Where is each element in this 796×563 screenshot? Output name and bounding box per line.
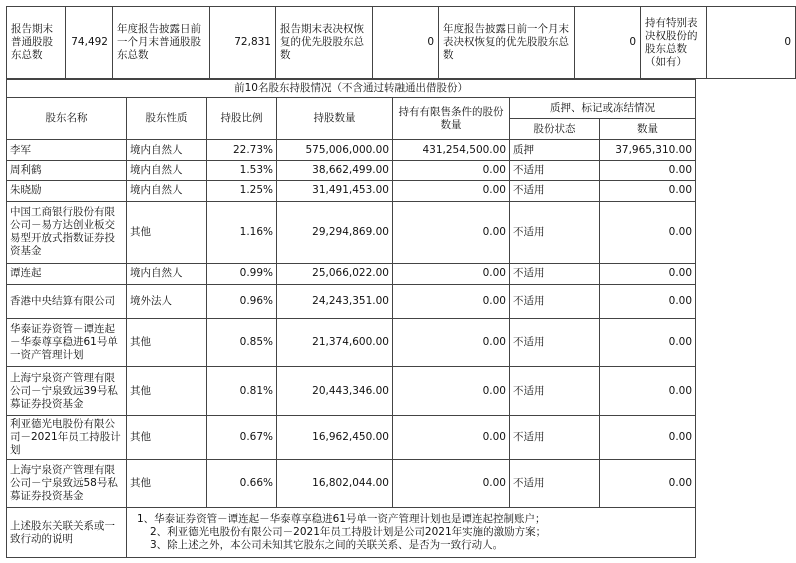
shareholder-nature: 其他 [127,318,207,366]
holding-ratio: 1.25% [207,181,277,201]
share-status: 不适用 [510,415,600,459]
shareholder-name: 利亚德光电股份有限公司－2021年员工持股计划 [7,415,127,459]
common-holders-prior-month-value: 72,831 [210,7,276,79]
shareholder-nature: 其他 [127,201,207,263]
restricted-quantity: 0.00 [393,264,510,284]
section-title: 前10名股东持股情况（不含通过转融通出借股份） [7,80,696,98]
header-restricted: 持有有限售条件的股份数量 [393,98,510,140]
holding-ratio: 0.99% [207,264,277,284]
table-row [7,284,696,318]
shareholder-name: 谭连起 [7,264,127,284]
holding-ratio: 0.66% [207,459,277,507]
preferred-holders-label: 报告期末表决权恢复的优先股股东总数 [276,7,373,79]
table-row [7,201,696,263]
shareholder-name: 上海宁泉资产管理有限公司－宁泉致远39号私募证券投资基金 [7,367,127,415]
related-party-note-2: 2、利亚德光电股份有限公司－2021年员工持股计划是公司2021年实施的激励方案； [150,526,547,539]
holding-quantity: 575,006,000.00 [277,140,393,160]
shareholder-nature: 其他 [127,415,207,459]
pledge-count: 0.00 [600,181,696,201]
shareholder-name: 朱晓励 [7,181,127,201]
table-row [7,264,696,284]
restricted-quantity: 0.00 [393,160,510,180]
holding-ratio: 22.73% [207,140,277,160]
top10-shareholders-table [6,79,696,558]
header-ratio: 持股比例 [207,98,277,140]
special-voting-holders-label: 持有特别表决权股份的股东总数（如有） [641,7,707,79]
restricted-quantity: 0.00 [393,181,510,201]
table-row [7,459,696,507]
shareholder-name: 中国工商银行股份有限公司－易方达创业板交易型开放式指数证券投资基金 [7,201,127,263]
share-status: 不适用 [510,181,600,201]
restricted-quantity: 431,254,500.00 [393,140,510,160]
pledge-count: 37,965,310.00 [600,140,696,160]
table-row [7,415,696,459]
table-row [7,140,696,160]
related-party-label: 上述股东关联关系或一致行动的说明 [7,508,127,558]
pledge-count: 0.00 [600,264,696,284]
shareholder-nature: 境内自然人 [127,181,207,201]
holding-quantity: 25,066,022.00 [277,264,393,284]
common-holders-prior-month-label: 年度报告披露日前一个月末普通股股东总数 [113,7,210,79]
shareholder-nature: 境内自然人 [127,160,207,180]
shareholder-nature: 境内自然人 [127,264,207,284]
shareholder-nature: 其他 [127,367,207,415]
table-row [7,318,696,366]
share-status: 不适用 [510,160,600,180]
table-row [7,181,696,201]
shareholder-nature: 其他 [127,459,207,507]
restricted-quantity: 0.00 [393,415,510,459]
share-status: 不适用 [510,459,600,507]
shareholder-nature: 境内自然人 [127,140,207,160]
common-holders-label: 报告期末普通股股东总数 [7,7,66,79]
share-status: 不适用 [510,264,600,284]
pledge-count: 0.00 [600,284,696,318]
pledge-count: 0.00 [600,318,696,366]
holding-quantity: 21,374,600.00 [277,318,393,366]
holding-ratio: 0.81% [207,367,277,415]
holding-ratio: 0.67% [207,415,277,459]
shareholder-name: 周利鹤 [7,160,127,180]
pledge-count: 0.00 [600,459,696,507]
holding-ratio: 1.53% [207,160,277,180]
header-quantity: 持股数量 [277,98,393,140]
footer-row [7,508,696,558]
holding-ratio: 1.16% [207,201,277,263]
common-holders-value: 74,492 [66,7,113,79]
share-status: 质押 [510,140,600,160]
header-share-status: 股份状态 [510,118,600,140]
shareholder-name: 上海宁泉资产管理有限公司－宁泉致远58号私募证券投资基金 [7,459,127,507]
header-count: 数量 [600,118,696,140]
restricted-quantity: 0.00 [393,367,510,415]
related-party-notes [127,508,696,558]
restricted-quantity: 0.00 [393,318,510,366]
preferred-holders-prior-month-value: 0 [575,7,641,79]
restricted-quantity: 0.00 [393,459,510,507]
share-status: 不适用 [510,201,600,263]
header-nature: 股东性质 [127,98,207,140]
pledge-count: 0.00 [600,160,696,180]
holding-quantity: 16,802,044.00 [277,459,393,507]
shareholder-name: 李军 [7,140,127,160]
preferred-holders-prior-month-label: 年度报告披露日前一个月末表决权恢复的优先股股东总数 [439,7,575,79]
table-row [7,160,696,180]
table-row [7,367,696,415]
shareholder-summary-table [6,6,796,79]
pledge-count: 0.00 [600,415,696,459]
share-status: 不适用 [510,284,600,318]
related-party-note-3: 3、除上述之外，本公司未知其它股东之间的关联关系、是否为一致行动人。 [150,539,504,552]
special-voting-holders-value: 0 [707,7,796,79]
holding-quantity: 31,491,453.00 [277,181,393,201]
shareholder-nature: 境外法人 [127,284,207,318]
header-name: 股东名称 [7,98,127,140]
share-status: 不适用 [510,318,600,366]
shareholder-name: 香港中央结算有限公司 [7,284,127,318]
holding-quantity: 16,962,450.00 [277,415,393,459]
pledge-count: 0.00 [600,201,696,263]
pledge-count: 0.00 [600,367,696,415]
restricted-quantity: 0.00 [393,284,510,318]
preferred-holders-value: 0 [373,7,439,79]
restricted-quantity: 0.00 [393,201,510,263]
holding-ratio: 0.85% [207,318,277,366]
holding-quantity: 29,294,869.00 [277,201,393,263]
header-pledge: 质押、标记或冻结情况 [510,98,696,118]
holding-quantity: 38,662,499.00 [277,160,393,180]
holding-quantity: 24,243,351.00 [277,284,393,318]
shareholder-name: 华泰证券资管－谭连起－华泰尊享稳进61号单一资产管理计划 [7,318,127,366]
holding-quantity: 20,443,346.00 [277,367,393,415]
related-party-note-1: 1、华泰证券资管－谭连起－华泰尊享稳进61号单一资产管理计划也是谭连起控制账户； [137,513,546,526]
holding-ratio: 0.96% [207,284,277,318]
share-status: 不适用 [510,367,600,415]
